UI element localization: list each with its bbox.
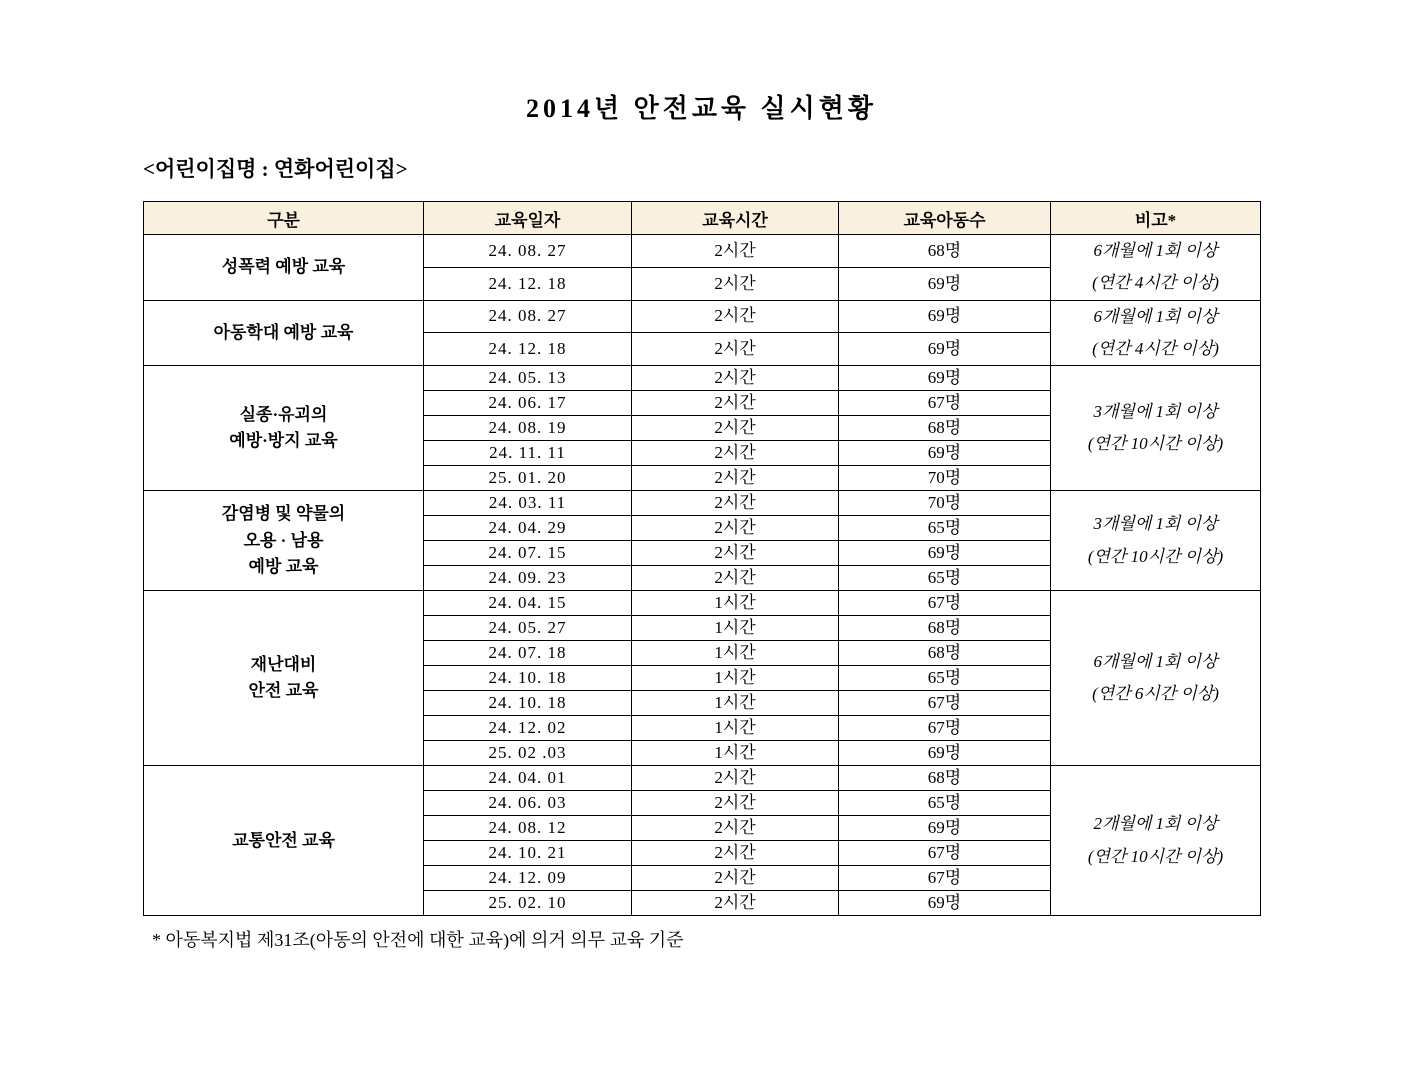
note-line: (연간 10시간 이상) xyxy=(1087,434,1224,454)
cell-hours: 2시간 xyxy=(632,516,839,541)
cell-date: 24. 04. 15 xyxy=(424,591,632,616)
cell-hours: 2시간 xyxy=(632,866,839,891)
note-line: 2개월에 1회 이상 xyxy=(1093,814,1218,834)
cell-date: 24. 11. 11 xyxy=(424,441,632,466)
cell-children-count: 67명 xyxy=(839,866,1051,891)
cell-date: 24. 06. 17 xyxy=(424,391,632,416)
category-line: 예방·방지 교육 xyxy=(229,431,338,451)
category-line: 감염병 및 약물의 xyxy=(221,504,346,524)
table-row xyxy=(144,491,1261,516)
cell-hours: 2시간 xyxy=(632,333,839,366)
table-row xyxy=(144,366,1261,391)
cell-date: 24. 10. 18 xyxy=(424,691,632,716)
cell-children-count: 67명 xyxy=(839,716,1051,741)
category-line: 교통안전 교육 xyxy=(232,830,335,850)
cell-hours: 2시간 xyxy=(632,235,839,268)
cell-hours: 2시간 xyxy=(632,791,839,816)
note-line: (연간 6시간 이상) xyxy=(1092,684,1219,704)
column-header-note: 비고* xyxy=(1051,202,1261,235)
category-line: 안전 교육 xyxy=(248,681,319,701)
cell-children-count: 68명 xyxy=(839,641,1051,666)
cell-date: 24. 04. 29 xyxy=(424,516,632,541)
cell-date: 24. 03. 11 xyxy=(424,491,632,516)
cell-children-count: 69명 xyxy=(839,441,1051,466)
cell-date: 24. 08. 12 xyxy=(424,816,632,841)
cell-hours: 1시간 xyxy=(632,591,839,616)
table-header xyxy=(144,202,1261,235)
category-line: 예방 교육 xyxy=(248,556,319,576)
cell-hours: 2시간 xyxy=(632,491,839,516)
cell-date: 25. 02 .03 xyxy=(424,741,632,766)
note-line: 6개월에 1회 이상 xyxy=(1093,306,1218,326)
cell-children-count: 65명 xyxy=(839,566,1051,591)
cell-date: 24. 12. 02 xyxy=(424,716,632,741)
safety-education-table xyxy=(143,201,1261,916)
cell-category xyxy=(144,300,424,366)
column-header-category: 구분 xyxy=(144,202,424,235)
cell-hours: 2시간 xyxy=(632,566,839,591)
cell-hours: 1시간 xyxy=(632,741,839,766)
cell-category xyxy=(144,591,424,766)
facility-name-line: <어린이집명 : 연화어린이집> xyxy=(143,157,408,181)
column-header-children: 교육아동수 xyxy=(839,202,1051,235)
table-row xyxy=(144,591,1261,616)
category-line: 성폭력 예방 교육 xyxy=(221,257,346,277)
cell-children-count: 70명 xyxy=(839,491,1051,516)
table-body xyxy=(144,235,1261,916)
cell-category xyxy=(144,766,424,916)
cell-note xyxy=(1051,591,1261,766)
cell-date: 24. 07. 18 xyxy=(424,641,632,666)
cell-date: 24. 08. 27 xyxy=(424,235,632,268)
cell-hours: 2시간 xyxy=(632,441,839,466)
cell-children-count: 69명 xyxy=(839,333,1051,366)
cell-hours: 2시간 xyxy=(632,300,839,333)
cell-hours: 2시간 xyxy=(632,267,839,300)
note-line: 3개월에 1회 이상 xyxy=(1093,401,1218,421)
cell-date: 24. 07. 15 xyxy=(424,541,632,566)
cell-hours: 1시간 xyxy=(632,641,839,666)
cell-children-count: 67명 xyxy=(839,591,1051,616)
table-header-row xyxy=(144,202,1261,235)
cell-hours: 2시간 xyxy=(632,466,839,491)
cell-date: 24. 10. 18 xyxy=(424,666,632,691)
cell-note xyxy=(1051,366,1261,491)
cell-hours: 2시간 xyxy=(632,816,839,841)
note-line: (연간 4시간 이상) xyxy=(1092,273,1219,293)
page-title: 2014년 안전교육 실시현황 xyxy=(525,94,878,123)
cell-children-count: 67명 xyxy=(839,391,1051,416)
note-line: (연간 10시간 이상) xyxy=(1087,546,1224,566)
column-header-date: 교육일자 xyxy=(424,202,632,235)
cell-children-count: 65명 xyxy=(839,516,1051,541)
note-line: 6개월에 1회 이상 xyxy=(1093,651,1218,671)
cell-children-count: 67명 xyxy=(839,691,1051,716)
cell-date: 24. 05. 27 xyxy=(424,616,632,641)
cell-children-count: 69명 xyxy=(839,891,1051,916)
cell-hours: 1시간 xyxy=(632,691,839,716)
cell-children-count: 69명 xyxy=(839,541,1051,566)
cell-date: 24. 09. 23 xyxy=(424,566,632,591)
table-row xyxy=(144,300,1261,333)
cell-date: 25. 02. 10 xyxy=(424,891,632,916)
cell-note xyxy=(1051,300,1261,366)
cell-hours: 2시간 xyxy=(632,416,839,441)
category-line: 재난대비 xyxy=(250,654,317,674)
cell-date: 24. 12. 18 xyxy=(424,267,632,300)
cell-hours: 2시간 xyxy=(632,766,839,791)
cell-date: 24. 05. 13 xyxy=(424,366,632,391)
cell-hours: 2시간 xyxy=(632,366,839,391)
cell-category xyxy=(144,235,424,301)
cell-children-count: 70명 xyxy=(839,466,1051,491)
category-line: 오용 · 남용 xyxy=(243,530,324,550)
note-line: 3개월에 1회 이상 xyxy=(1093,514,1218,534)
cell-children-count: 68명 xyxy=(839,766,1051,791)
table-row xyxy=(144,766,1261,791)
cell-children-count: 65명 xyxy=(839,666,1051,691)
cell-hours: 1시간 xyxy=(632,616,839,641)
cell-children-count: 69명 xyxy=(839,741,1051,766)
cell-children-count: 67명 xyxy=(839,841,1051,866)
cell-date: 24. 06. 03 xyxy=(424,791,632,816)
cell-hours: 1시간 xyxy=(632,666,839,691)
cell-hours: 2시간 xyxy=(632,391,839,416)
category-line: 실종·유괴의 xyxy=(239,404,328,424)
cell-children-count: 69명 xyxy=(839,300,1051,333)
cell-category xyxy=(144,366,424,491)
cell-date: 25. 01. 20 xyxy=(424,466,632,491)
table-row xyxy=(144,235,1261,268)
cell-date: 24. 08. 27 xyxy=(424,300,632,333)
column-header-hours: 교육시간 xyxy=(632,202,839,235)
cell-hours: 2시간 xyxy=(632,841,839,866)
cell-date: 24. 12. 18 xyxy=(424,333,632,366)
cell-children-count: 69명 xyxy=(839,366,1051,391)
note-line: 6개월에 1회 이상 xyxy=(1093,241,1218,260)
cell-children-count: 68명 xyxy=(839,416,1051,441)
cell-note xyxy=(1051,235,1261,301)
cell-children-count: 68명 xyxy=(839,616,1051,641)
cell-date: 24. 12. 09 xyxy=(424,866,632,891)
cell-hours: 1시간 xyxy=(632,716,839,741)
cell-date: 24. 08. 19 xyxy=(424,416,632,441)
document-page xyxy=(0,88,1403,1080)
note-line: (연간 10시간 이상) xyxy=(1087,846,1224,866)
cell-category xyxy=(144,491,424,591)
footnote: * 아동복지법 제31조(아동의 안전에 대한 교육)에 의거 의무 교육 기준 xyxy=(152,930,684,951)
cell-children-count: 68명 xyxy=(839,235,1051,268)
cell-note xyxy=(1051,766,1261,916)
cell-hours: 2시간 xyxy=(632,541,839,566)
cell-children-count: 65명 xyxy=(839,791,1051,816)
cell-date: 24. 04. 01 xyxy=(424,766,632,791)
cell-children-count: 69명 xyxy=(839,267,1051,300)
note-line: (연간 4시간 이상) xyxy=(1092,338,1219,358)
category-line: 아동학대 예방 교육 xyxy=(213,322,354,342)
cell-hours: 2시간 xyxy=(632,891,839,916)
cell-note xyxy=(1051,491,1261,591)
cell-children-count: 69명 xyxy=(839,816,1051,841)
cell-date: 24. 10. 21 xyxy=(424,841,632,866)
